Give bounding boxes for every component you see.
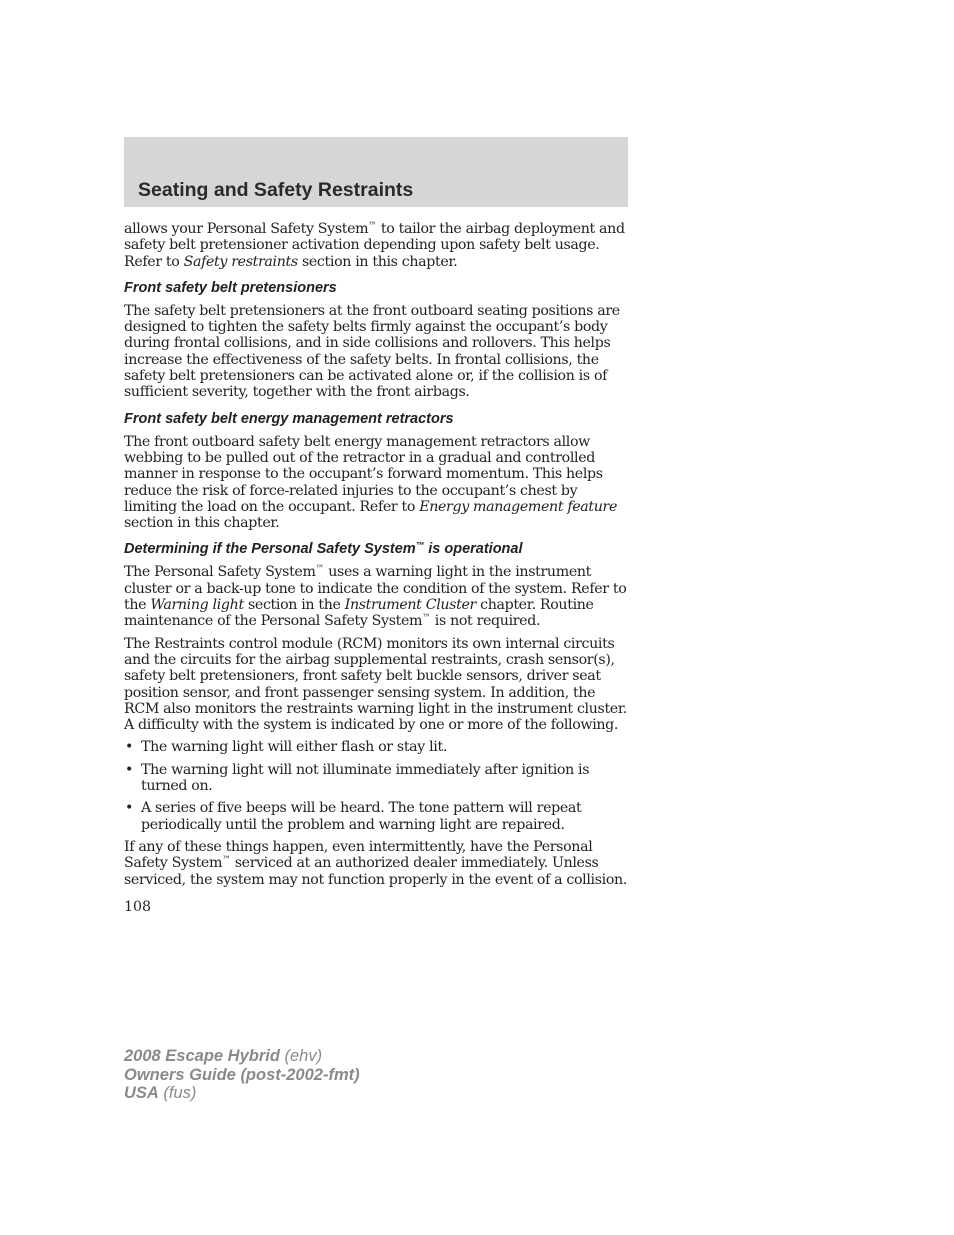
heading-retractors: Front safety belt energy management retractors	[124, 410, 454, 427]
bullet-icon: •	[125, 800, 134, 817]
cross-reference: Warning light	[150, 597, 244, 614]
section-header-band	[124, 137, 628, 207]
footer-line-market: USA (fus)	[124, 1084, 197, 1103]
pretensioners-paragraph: The safety belt pretensioners at the front outboard seating positions are designed to tighten the safety belts firmly against the occupant’s body during frontal collisions, and in side collisions and rollovers. This helps increase the effectiveness of the safety belts. In frontal collisions, the safety belt pretensioners can be activated alone or, if the collision is of sufficient severity, together with the front airbags.	[124, 302, 620, 401]
list-item: • A series of five beeps will be heard. The tone pattern will repeat periodically until the problem and warning light are repaired.	[125, 800, 582, 833]
list-item: • The warning light will not illuminate immediately after ignition is turned on.	[125, 761, 590, 795]
cross-reference: Safety restraints	[183, 253, 298, 270]
cross-reference: Instrument Cluster	[344, 597, 476, 614]
page-number: 108	[124, 898, 152, 915]
retractors-paragraph: The front outboard safety belt energy management retractors allow webbing to be pulled out of the retractor in a gradual and controlled manner in response to the occupant’s forward momentum. This helps reduce the risk of force-related injuries to the occupant’s chest by limiting the load on the occupant. Refer to Energy management feature section in this chapter.	[124, 433, 618, 532]
document-footer	[124, 1047, 360, 1103]
operational-paragraph-1: The Personal Safety System™ uses a warning light in the instrument cluster or a back-up tone to indicate the condition of the system. Refer to the Warning light section in the Instrument Cluster chapter. Routine maintenance of the Personal Safety System™ is not required.	[124, 564, 627, 630]
heading-pretensioners: Front safety belt pretensioners	[124, 279, 337, 296]
trademark-symbol: ™	[368, 221, 377, 231]
footer-line-model: 2008 Escape Hybrid (ehv)	[124, 1047, 323, 1065]
operational-paragraph-3: If any of these things happen, even intermittently, have the Personal Safety System™ serviced at an authorized dealer immediately. Unless serviced, the system may not function properly in the event of a collision.	[124, 838, 628, 888]
trademark-symbol: ™	[222, 855, 231, 866]
trademark-symbol: ™	[422, 613, 431, 624]
bullet-icon: •	[125, 761, 134, 778]
symptom-list	[124, 739, 628, 832]
list-item: • The warning light will either flash or stay lit.	[125, 739, 447, 756]
page-content	[124, 221, 628, 915]
section-title: Seating and Safety Restraints	[138, 179, 414, 201]
operational-paragraph-2: The Restraints control module (RCM) monitors its own internal circuits and the circuits for the airbag supplemental restraints, crash sensor(s), safety belt pretensioners, front safety belt buckle sensors, driver seat position sensor, and front passenger sensing system. In addition, the RCM also monitors the restraints warning light in the instrument cluster. A difficulty with the system is indicated by one or more of the following.	[124, 635, 627, 734]
cross-reference: Energy management feature	[419, 498, 618, 515]
trademark-symbol: ™	[415, 540, 425, 551]
heading-operational: Determining if the Personal Safety System™ is operational	[124, 540, 523, 558]
footer-line-guide: Owners Guide (post-2002-fmt)	[124, 1065, 360, 1084]
bullet-icon: •	[125, 739, 134, 756]
trademark-symbol: ™	[315, 564, 325, 575]
intro-paragraph: allows your Personal Safety System™ to tailor the airbag deployment and safety belt pretensioner activation depending upon safety belt usage. Refer to Safety restraints section in this chapter.	[124, 221, 625, 270]
